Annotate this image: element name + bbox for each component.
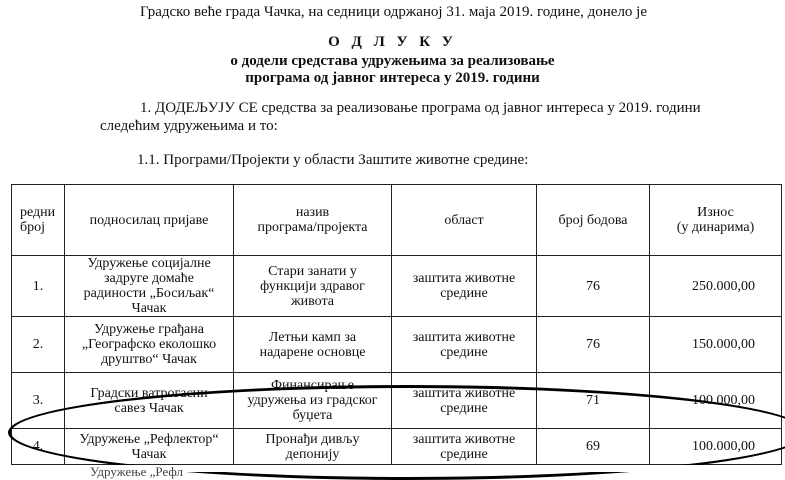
table-row	[12, 373, 782, 429]
document-subtitle-2: програма од јавног интереса у 2019. години	[245, 70, 540, 86]
row-amount: 250.000,00	[650, 256, 782, 317]
header-area: област	[392, 185, 537, 256]
table-row	[12, 429, 782, 465]
row-points: 71	[537, 373, 650, 429]
row-amount: 100.000,00	[650, 373, 782, 429]
row-points: 69	[537, 429, 650, 465]
row-program: Финансирање удружења из градског буџета	[234, 373, 392, 429]
row-amount: 100.000,00	[650, 429, 782, 465]
header-no: редни број	[12, 185, 65, 256]
row-applicant: Удружење „Рефлектор“ Чачак	[65, 429, 234, 465]
row-amount: 150.000,00	[650, 317, 782, 373]
row-no: 3.	[12, 373, 65, 429]
paragraph-1-line-1: 1. ДОДЕЉУЈУ СЕ средства за реализовање програма од јавног интереса у 2019. години	[140, 100, 701, 116]
row-applicant: Градски ватрогасни савез Чачак	[65, 373, 234, 429]
document-title: О Д Л У К У	[328, 34, 457, 50]
row-program: Стари занати у функцији здравог живота	[234, 256, 392, 317]
table-header-row	[12, 185, 782, 256]
row-applicant: Удружење социјалне задруге домаће радиности „Босиљак“ Чачак	[65, 256, 234, 317]
partial-next-row: Удружење „Рефл	[90, 464, 183, 479]
row-area: заштита животне средине	[392, 317, 537, 373]
row-program: Пронађи дивљу депонију	[234, 429, 392, 465]
intro-text: Градско веће града Чачка, на седници одржаној 31. маја 2019. године, донело је	[140, 4, 648, 20]
header-points: број бодова	[537, 185, 650, 256]
document-subtitle-1: о додели средстава удружењима за реализовање	[230, 53, 555, 69]
row-program: Летњи камп за надарене основце	[234, 317, 392, 373]
table-row	[12, 317, 782, 373]
header-amount: Износ (у динарима)	[650, 185, 782, 256]
row-applicant: Удружење грађана „Географско еколошко друштво“ Чачак	[65, 317, 234, 373]
row-area: заштита животне средине	[392, 256, 537, 317]
section-heading: 1.1. Програми/Пројекти у области Заштите животне средине:	[137, 152, 529, 168]
table-row	[12, 256, 782, 317]
allocation-table	[11, 184, 782, 465]
paragraph-1-line-2: следећим удружењима и то:	[100, 118, 278, 134]
row-no: 4.	[12, 429, 65, 465]
row-no: 1.	[12, 256, 65, 317]
row-points: 76	[537, 317, 650, 373]
row-area: заштита животне средине	[392, 429, 537, 465]
row-points: 76	[537, 256, 650, 317]
header-applicant: подносилац пријаве	[65, 185, 234, 256]
header-program: назив програма/пројекта	[234, 185, 392, 256]
row-area: заштита животне средине	[392, 373, 537, 429]
row-no: 2.	[12, 317, 65, 373]
